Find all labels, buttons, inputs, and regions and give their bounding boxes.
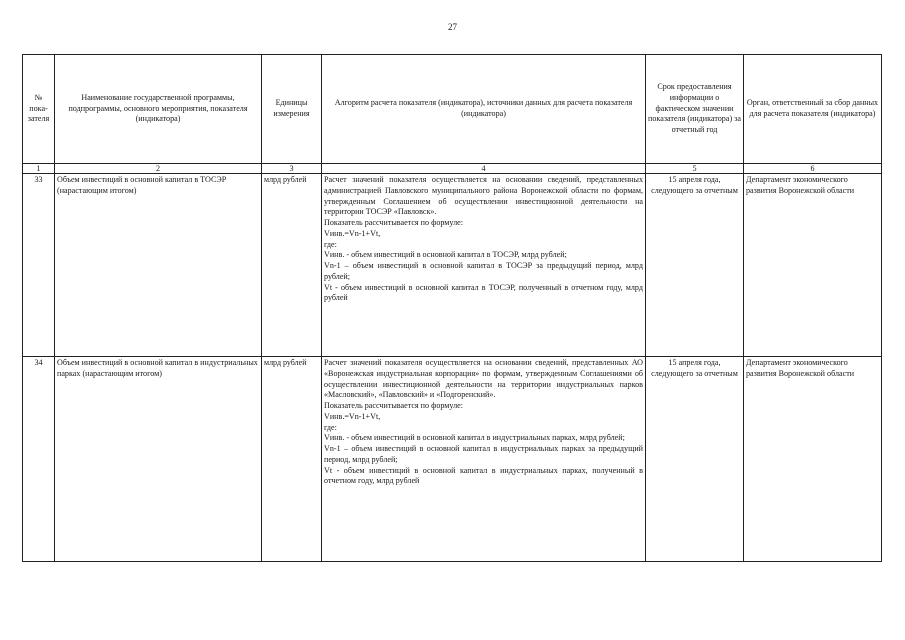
indicator-name: Объем инвестиций в основной капитал в индустриальных парках (нарастающим итогом)	[55, 357, 262, 562]
table-row	[23, 174, 882, 357]
algorithm-line: Vt - объем инвестиций в основной капитал в ТОСЭР, полученный в отчетном году, млрд рублей	[324, 282, 643, 303]
table-header-row	[23, 55, 882, 164]
algorithm-line: Показатель рассчитывается по формуле:	[324, 218, 463, 227]
reporting-deadline: 15 апреля года, следующего за отчетным	[646, 174, 744, 357]
indicator-name: Объем инвестиций в основной капитал в ТОСЭР (нарастающим итогом)	[55, 174, 262, 357]
algorithm-line: Расчет значений показателя осуществляется на основании сведений, представленных АО «Воронежская индустриальная корпорация» по формам, утвержденным Соглашениями об осуществлении инвестиционной деятельности на территории индустриальных парков «Масловский», «Павловский» и «Подгоренский».	[324, 358, 643, 400]
calculation-algorithm	[322, 174, 646, 357]
algorithm-line: Vинв.=Vn-1+Vt,	[324, 228, 381, 238]
algorithm-line: где:	[324, 239, 337, 249]
algorithm-line: Показатель рассчитывается по формуле:	[324, 401, 463, 410]
responsible-agency: Департамент экономического развития Воронежской области	[744, 357, 882, 562]
indicators-table	[22, 54, 882, 562]
row-number: 33	[23, 174, 55, 357]
algorithm-line: где:	[324, 422, 337, 432]
page-number: 27	[448, 22, 457, 32]
algorithm-line: Vинв. - объем инвестиций в основной капитал в ТОСЭР, млрд рублей;	[324, 250, 567, 260]
header-cell-unit: Единицы измерения	[262, 55, 322, 164]
unit-of-measure: млрд рублей	[262, 357, 322, 562]
header-cell-deadline: Срок предоставления информации о фактическом значении показателя (индикатора) за отчетный год	[646, 55, 744, 164]
header-cell-algorithm: Алгоритм расчета показателя (индикатора), источники данных для расчета показателя (индикатора)	[322, 55, 646, 164]
algorithm-line: Расчет значений показателя осуществляется на основании сведений, представленных администрацией Павловского муниципального района Воронежской области по формам, утвержденным Соглашением об осуществлении инвестиционной деятельности на территории ТОСЭР «Павловск».	[324, 175, 643, 217]
unit-of-measure: млрд рублей	[262, 174, 322, 357]
algorithm-line: Vn-1 – объем инвестиций в основной капитал в ТОСЭР за предыдущий период, млрд рублей;	[324, 261, 643, 281]
algorithm-line: Vn-1 – объем инвестиций в основной капитал в индустриальных парках за предыдущий период, млрд рублей;	[324, 444, 643, 464]
column-number: 6	[744, 164, 882, 174]
algorithm-line: Vинв. - объем инвестиций в основной капитал в индустриальных парках, млрд рублей;	[324, 433, 625, 443]
row-number: 34	[23, 357, 55, 562]
column-number: 4	[322, 164, 646, 174]
column-number: 3	[262, 164, 322, 174]
responsible-agency: Департамент экономического развития Воронежской области	[744, 174, 882, 357]
column-number: 1	[23, 164, 55, 174]
algorithm-line: Vt - объем инвестиций в основной капитал в индустриальных парках, полученный в отчетном году, млрд рублей	[324, 465, 643, 486]
calculation-algorithm	[322, 357, 646, 562]
algorithm-line: Vинв.=Vn-1+Vt,	[324, 411, 381, 421]
reporting-deadline: 15 апреля года, следующего за отчетным	[646, 357, 744, 562]
header-cell-name: Наименование государственной программы, подпрограммы, основного мероприятия, показателя (индикатора)	[55, 55, 262, 164]
column-number: 2	[55, 164, 262, 174]
table-row	[23, 357, 882, 562]
header-cell-agency: Орган, ответственный за сбор данных для расчета показателя (индикатора)	[744, 55, 882, 164]
header-cell-number: № пока-зателя	[23, 55, 55, 164]
column-number: 5	[646, 164, 744, 174]
column-number-row	[23, 164, 882, 174]
